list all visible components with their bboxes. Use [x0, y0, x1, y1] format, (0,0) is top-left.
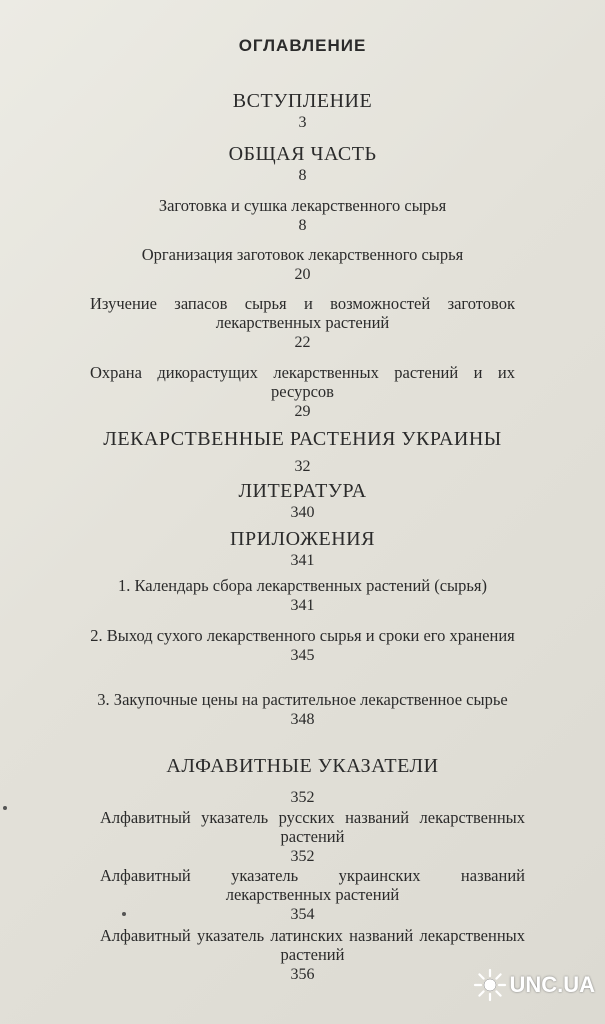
toc-entry-text: ЛИТЕРАТУРА — [238, 480, 367, 502]
toc-page-number: 29 — [294, 403, 311, 420]
toc-page-number: 345 — [290, 647, 315, 664]
toc-page-number: 3 — [298, 114, 307, 131]
toc-entry-text: Алфавитный указатель украинских названий лекарственных растений — [100, 866, 525, 904]
toc-entry-text: 2. Выход сухого лекарственного сырья и сроки его хранения — [90, 626, 515, 645]
toc-page-number: 340 — [290, 504, 315, 521]
toc-page-number: 8 — [298, 217, 307, 234]
toc-entry-text: ОБЩАЯ ЧАСТЬ — [228, 143, 377, 165]
watermark — [473, 968, 595, 1002]
toc-page-number: 341 — [290, 597, 315, 614]
toc-entry-protection — [0, 363, 605, 421]
toc-page-number: 8 — [298, 167, 307, 184]
toc-entry-text: Организация заготовок лекарственного сырья — [141, 245, 464, 264]
toc-page-number: 354 — [290, 906, 315, 923]
toc-entry-appendix-2 — [0, 626, 605, 665]
toc-page-number: 352 — [290, 789, 315, 806]
toc-entry-reserves — [0, 294, 605, 352]
watermark-text: UNC.UA — [509, 972, 595, 997]
toc-entry-text: ЛЕКАРСТВЕННЫЕ РАСТЕНИЯ УКРАИНЫ — [103, 428, 502, 450]
toc-entry-indexes — [0, 755, 605, 807]
print-speck — [3, 806, 7, 810]
toc-page-number: 20 — [294, 266, 311, 283]
toc-entry-text: Алфавитный указатель русских названий лекарственных растений — [100, 808, 525, 846]
print-speck — [122, 912, 126, 916]
page-title: ОГЛАВЛЕНИЕ — [238, 36, 367, 55]
toc-entry-text: 3. Закупочные цены на растительное лекарственное сырье — [97, 690, 508, 709]
toc-entry-harvest-drying — [0, 196, 605, 235]
toc-entry-appendix-1 — [0, 576, 605, 615]
toc-entry-text: ПРИЛОЖЕНИЯ — [230, 528, 375, 550]
toc-entry-appendix-3 — [0, 690, 605, 729]
toc-entry-text: Охрана дикорастущих лекарственных растений и их ресурсов — [90, 363, 515, 401]
toc-entry-introduction — [0, 90, 605, 132]
toc-page-number: 22 — [294, 334, 311, 351]
toc-entry-text: 1. Календарь сбора лекарственных растений (сырья) — [117, 576, 487, 595]
toc-entry-text: Заготовка и сушка лекарственного сырья — [158, 196, 447, 215]
toc-entry-general — [0, 143, 605, 185]
toc-entry-text: ВСТУПЛЕНИЕ — [232, 90, 373, 112]
toc-entry-appendices — [0, 528, 605, 570]
toc-page-number: 352 — [290, 848, 315, 865]
toc-entry-text: АЛФАВИТНЫЕ УКАЗАТЕЛИ — [166, 755, 439, 777]
toc-page-number: 356 — [290, 966, 315, 983]
toc-page-number: 348 — [290, 711, 315, 728]
toc-entry-index-ukrainian — [0, 866, 605, 924]
toc-page-number: 32 — [294, 458, 311, 475]
toc-page-number: 341 — [290, 552, 315, 569]
toc-entry-text: Изучение запасов сырья и возможностей заготовок лекарственных растений — [90, 294, 515, 332]
toc-entry-organization — [0, 245, 605, 284]
sun-logo-icon — [473, 968, 507, 1002]
toc-entry-index-russian — [0, 808, 605, 866]
toc-entry-text: Алфавитный указатель латинских названий лекарственных растений — [100, 926, 525, 964]
toc-entry-literature — [0, 480, 605, 522]
toc-entry-plants — [0, 428, 605, 476]
